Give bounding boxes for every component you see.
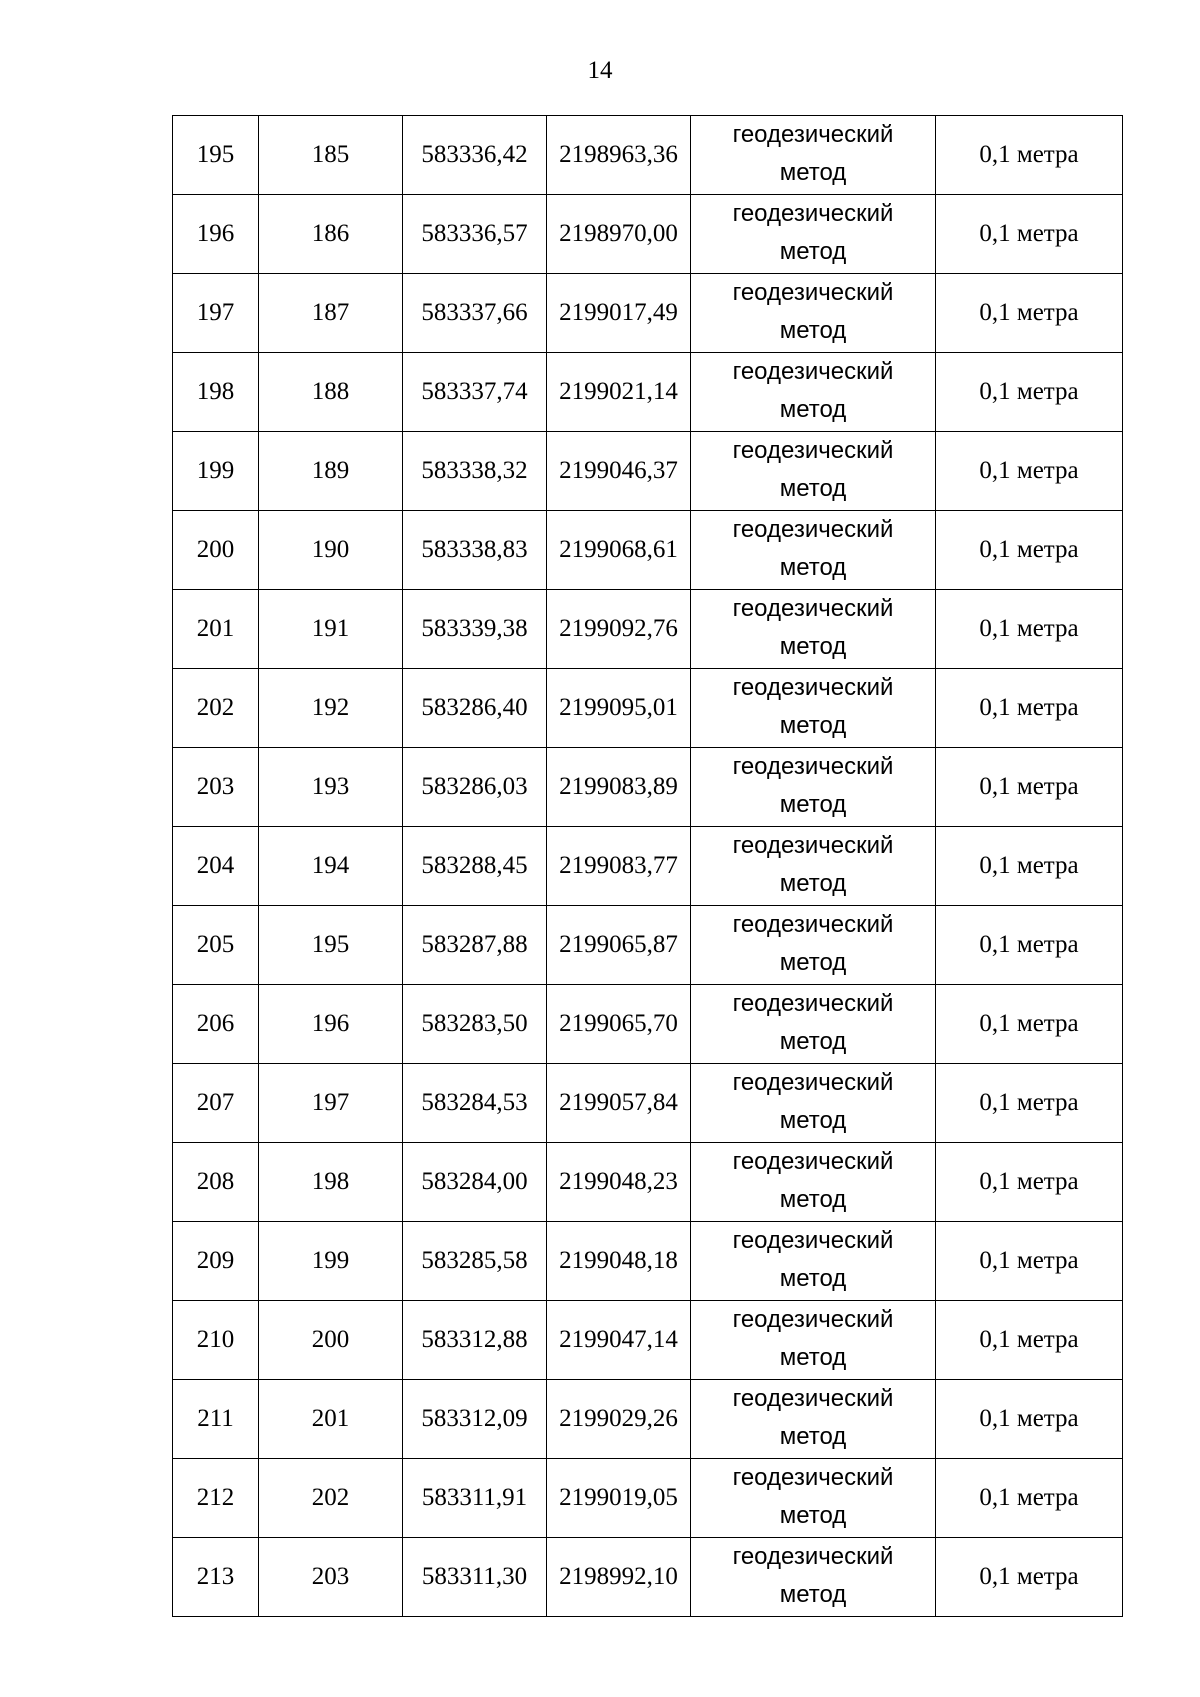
x-coordinate-cell: 583337,74	[403, 353, 547, 432]
y-coordinate-cell: 2199017,49	[547, 274, 691, 353]
table-row	[173, 1538, 1123, 1617]
accuracy-cell: 0,1 метра	[936, 1143, 1123, 1222]
table-row	[173, 432, 1123, 511]
table-row	[173, 274, 1123, 353]
table-row	[173, 511, 1123, 590]
method-cell	[691, 669, 936, 748]
point-number-cell: 186	[259, 195, 403, 274]
row-number-cell: 203	[173, 748, 259, 827]
y-coordinate-cell: 2199092,76	[547, 590, 691, 669]
method-line-2: метод	[779, 633, 847, 660]
accuracy-cell: 0,1 метра	[936, 1538, 1123, 1617]
point-number-cell: 187	[259, 274, 403, 353]
point-number-cell: 191	[259, 590, 403, 669]
x-coordinate-cell: 583312,88	[403, 1301, 547, 1380]
method-line-1: геодезический	[732, 121, 894, 148]
accuracy-cell: 0,1 метра	[936, 432, 1123, 511]
table-row	[173, 906, 1123, 985]
method-cell	[691, 590, 936, 669]
row-number-cell: 204	[173, 827, 259, 906]
point-number-cell: 202	[259, 1459, 403, 1538]
y-coordinate-cell: 2199046,37	[547, 432, 691, 511]
method-cell	[691, 748, 936, 827]
table-row	[173, 1222, 1123, 1301]
method-line-1: геодезический	[732, 1069, 894, 1096]
row-number-cell: 205	[173, 906, 259, 985]
accuracy-cell: 0,1 метра	[936, 511, 1123, 590]
y-coordinate-cell: 2199083,89	[547, 748, 691, 827]
y-coordinate-cell: 2199021,14	[547, 353, 691, 432]
accuracy-cell: 0,1 метра	[936, 1459, 1123, 1538]
method-cell	[691, 1380, 936, 1459]
table-row	[173, 116, 1123, 195]
point-number-cell: 196	[259, 985, 403, 1064]
point-number-cell: 188	[259, 353, 403, 432]
method-line-2: метод	[779, 1107, 847, 1134]
point-number-cell: 195	[259, 906, 403, 985]
method-cell	[691, 985, 936, 1064]
method-line-1: геодезический	[732, 832, 894, 859]
row-number-cell: 207	[173, 1064, 259, 1143]
accuracy-cell: 0,1 метра	[936, 985, 1123, 1064]
x-coordinate-cell: 583287,88	[403, 906, 547, 985]
row-number-cell: 211	[173, 1380, 259, 1459]
method-cell	[691, 1459, 936, 1538]
method-line-1: геодезический	[732, 200, 894, 227]
method-line-1: геодезический	[732, 1148, 894, 1175]
method-line-1: геодезический	[732, 516, 894, 543]
method-line-2: метод	[779, 1028, 847, 1055]
table-row	[173, 748, 1123, 827]
y-coordinate-cell: 2199019,05	[547, 1459, 691, 1538]
table-row	[173, 985, 1123, 1064]
method-cell	[691, 116, 936, 195]
method-cell	[691, 906, 936, 985]
row-number-cell: 201	[173, 590, 259, 669]
method-line-1: геодезический	[732, 1306, 894, 1333]
x-coordinate-cell: 583311,30	[403, 1538, 547, 1617]
x-coordinate-cell: 583337,66	[403, 274, 547, 353]
point-number-cell: 190	[259, 511, 403, 590]
row-number-cell: 213	[173, 1538, 259, 1617]
method-line-1: геодезический	[732, 674, 894, 701]
table-row	[173, 1459, 1123, 1538]
point-number-cell: 192	[259, 669, 403, 748]
table-row	[173, 1064, 1123, 1143]
accuracy-cell: 0,1 метра	[936, 1064, 1123, 1143]
table-body	[173, 116, 1123, 1617]
method-line-1: геодезический	[732, 1227, 894, 1254]
accuracy-cell: 0,1 метра	[936, 1222, 1123, 1301]
accuracy-cell: 0,1 метра	[936, 274, 1123, 353]
accuracy-cell: 0,1 метра	[936, 669, 1123, 748]
row-number-cell: 195	[173, 116, 259, 195]
x-coordinate-cell: 583338,32	[403, 432, 547, 511]
y-coordinate-cell: 2198992,10	[547, 1538, 691, 1617]
method-line-2: метод	[779, 554, 847, 581]
row-number-cell: 209	[173, 1222, 259, 1301]
method-line-1: геодезический	[732, 753, 894, 780]
method-cell	[691, 432, 936, 511]
method-line-1: геодезический	[732, 911, 894, 938]
x-coordinate-cell: 583336,57	[403, 195, 547, 274]
point-number-cell: 185	[259, 116, 403, 195]
method-line-2: метод	[779, 475, 847, 502]
method-line-2: метод	[779, 1344, 847, 1371]
point-number-cell: 203	[259, 1538, 403, 1617]
y-coordinate-cell: 2198970,00	[547, 195, 691, 274]
row-number-cell: 210	[173, 1301, 259, 1380]
table-row	[173, 827, 1123, 906]
row-number-cell: 200	[173, 511, 259, 590]
x-coordinate-cell: 583338,83	[403, 511, 547, 590]
x-coordinate-cell: 583285,58	[403, 1222, 547, 1301]
method-cell	[691, 353, 936, 432]
row-number-cell: 206	[173, 985, 259, 1064]
point-number-cell: 193	[259, 748, 403, 827]
x-coordinate-cell: 583284,00	[403, 1143, 547, 1222]
row-number-cell: 212	[173, 1459, 259, 1538]
point-number-cell: 194	[259, 827, 403, 906]
row-number-cell: 196	[173, 195, 259, 274]
table-row	[173, 1143, 1123, 1222]
method-line-2: метод	[779, 870, 847, 897]
x-coordinate-cell: 583288,45	[403, 827, 547, 906]
y-coordinate-cell: 2199065,87	[547, 906, 691, 985]
y-coordinate-cell: 2199057,84	[547, 1064, 691, 1143]
method-line-1: геодезический	[732, 279, 894, 306]
point-number-cell: 199	[259, 1222, 403, 1301]
method-line-1: геодезический	[732, 1385, 894, 1412]
accuracy-cell: 0,1 метра	[936, 353, 1123, 432]
method-line-1: геодезический	[732, 437, 894, 464]
y-coordinate-cell: 2198963,36	[547, 116, 691, 195]
table-row	[173, 1380, 1123, 1459]
y-coordinate-cell: 2199048,23	[547, 1143, 691, 1222]
method-cell	[691, 195, 936, 274]
method-cell	[691, 827, 936, 906]
x-coordinate-cell: 583286,03	[403, 748, 547, 827]
table-row	[173, 590, 1123, 669]
method-line-2: метод	[779, 1502, 847, 1529]
row-number-cell: 197	[173, 274, 259, 353]
x-coordinate-cell: 583312,09	[403, 1380, 547, 1459]
method-line-2: метод	[779, 1423, 847, 1450]
table-row	[173, 195, 1123, 274]
point-number-cell: 198	[259, 1143, 403, 1222]
method-cell	[691, 274, 936, 353]
method-line-2: метод	[779, 949, 847, 976]
method-line-1: геодезический	[732, 358, 894, 385]
point-number-cell: 197	[259, 1064, 403, 1143]
y-coordinate-cell: 2199029,26	[547, 1380, 691, 1459]
method-cell	[691, 1301, 936, 1380]
accuracy-cell: 0,1 метра	[936, 906, 1123, 985]
y-coordinate-cell: 2199068,61	[547, 511, 691, 590]
y-coordinate-cell: 2199095,01	[547, 669, 691, 748]
method-line-2: метод	[779, 1186, 847, 1213]
row-number-cell: 199	[173, 432, 259, 511]
table-row	[173, 353, 1123, 432]
method-line-2: метод	[779, 1581, 847, 1608]
method-line-1: геодезический	[732, 1543, 894, 1570]
method-line-2: метод	[779, 791, 847, 818]
row-number-cell: 202	[173, 669, 259, 748]
accuracy-cell: 0,1 метра	[936, 590, 1123, 669]
x-coordinate-cell: 583336,42	[403, 116, 547, 195]
table-row	[173, 669, 1123, 748]
row-number-cell: 198	[173, 353, 259, 432]
method-line-1: геодезический	[732, 1464, 894, 1491]
y-coordinate-cell: 2199048,18	[547, 1222, 691, 1301]
method-line-2: метод	[779, 1265, 847, 1292]
accuracy-cell: 0,1 метра	[936, 116, 1123, 195]
x-coordinate-cell: 583311,91	[403, 1459, 547, 1538]
accuracy-cell: 0,1 метра	[936, 1301, 1123, 1380]
y-coordinate-cell: 2199065,70	[547, 985, 691, 1064]
method-line-1: геодезический	[732, 595, 894, 622]
y-coordinate-cell: 2199047,14	[547, 1301, 691, 1380]
method-line-2: метод	[779, 159, 847, 186]
point-number-cell: 189	[259, 432, 403, 511]
accuracy-cell: 0,1 метра	[936, 1380, 1123, 1459]
x-coordinate-cell: 583286,40	[403, 669, 547, 748]
method-line-2: метод	[779, 317, 847, 344]
coordinates-table	[172, 115, 1123, 1617]
method-cell	[691, 511, 936, 590]
method-cell	[691, 1064, 936, 1143]
method-line-1: геодезический	[732, 990, 894, 1017]
x-coordinate-cell: 583339,38	[403, 590, 547, 669]
accuracy-cell: 0,1 метра	[936, 195, 1123, 274]
x-coordinate-cell: 583283,50	[403, 985, 547, 1064]
point-number-cell: 201	[259, 1380, 403, 1459]
point-number-cell: 200	[259, 1301, 403, 1380]
accuracy-cell: 0,1 метра	[936, 748, 1123, 827]
row-number-cell: 208	[173, 1143, 259, 1222]
method-cell	[691, 1222, 936, 1301]
x-coordinate-cell: 583284,53	[403, 1064, 547, 1143]
page-number: 14	[587, 57, 613, 84]
accuracy-cell: 0,1 метра	[936, 827, 1123, 906]
method-cell	[691, 1143, 936, 1222]
method-line-2: метод	[779, 396, 847, 423]
method-cell	[691, 1538, 936, 1617]
method-line-2: метод	[779, 238, 847, 265]
y-coordinate-cell: 2199083,77	[547, 827, 691, 906]
method-line-2: метод	[779, 712, 847, 739]
table-row	[173, 1301, 1123, 1380]
